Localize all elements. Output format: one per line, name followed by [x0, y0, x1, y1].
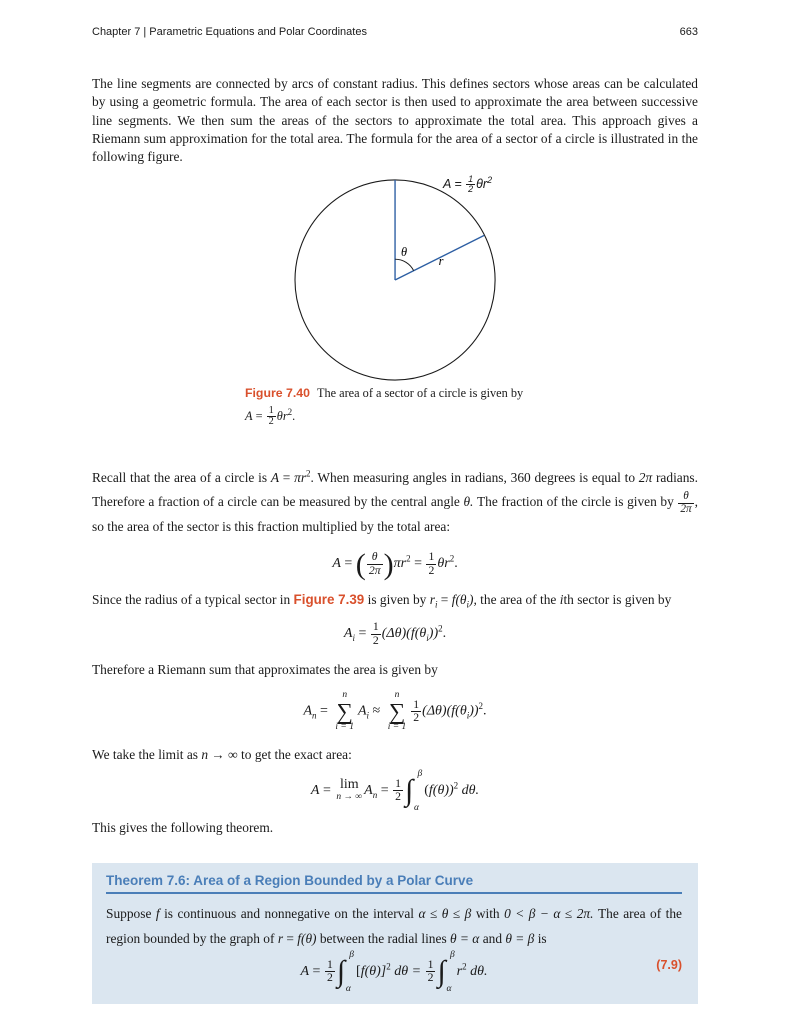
limit-operator: lim n → ∞ — [336, 777, 363, 803]
summation-symbol: n ∑ i = 1 — [387, 690, 407, 732]
page-header — [92, 27, 698, 38]
equation-sector-i-area: $A_i$ = $\frac{1}{2}$ $(\Delta\theta)(f(\theta_i))^2$. — [343, 620, 447, 647]
header-chapter-title: Chapter 7 | Parametric Equations and Polar Coordinates — [92, 26, 367, 38]
integral-symbol: ∫ β α — [437, 949, 455, 994]
theorem-title: Theorem 7.6: Area of a Region Bounded by a Polar Curve — [106, 873, 682, 894]
sector-area-formula-label: A = $\frac{1}{2}$ $\theta r^2$ — [443, 173, 493, 195]
paragraph-recall: Recall that the area of a circle is $A = \pi r^2$. When measuring angles in radians, 360 degrees is equal to 2π radians. Therefore a fraction of a circle can be measured by the central angle θ. The fraction of the circle is given by $\frac{\theta}{2\pi}$ , so the area of the sector is this fraction multiplied by the total area: — [92, 468, 698, 535]
theta-label: θ — [400, 245, 408, 260]
equation-area-limit: A = lim n → ∞ $A_n$ = $\frac{1}{2}$ ∫ β α $(f(\theta))^2$ dθ. — [310, 768, 480, 813]
integral-symbol: ∫ β α — [336, 949, 355, 994]
caption-text: The area of a sector of a circle is given by — [316, 385, 524, 400]
paragraph-since: Since the radius of a typical sector in Figure 7.39 is given by $r_i = f(\theta_i)$, the area of the ith sector is given by — [92, 591, 672, 610]
integral-symbol: ∫ β α — [405, 768, 423, 813]
equation-sector-area: A = ( $\frac{\theta}{2\pi}$ )$\pi r^2$ = $\frac{1}{2}$ $\theta r^2$. — [332, 547, 458, 582]
paragraph-intro: The line segments are connected by arcs of constant radius. This defines sectors whose areas can be calculated by using a geometric formula. The area of each sector is then used to approximate the area between successive line segments. We then sum the areas of the sectors to approximate the total area. This approach gives a Riemann sum approximation for the total area. The formula for the area of a sector of a circle is illustrated in the following figure. — [92, 76, 698, 165]
header-page-number: 663 — [679, 26, 698, 38]
equation-riemann-sum: $A_n$ = n ∑ i = 1 $A_i$ ≈ n ∑ i = 1 $\frac{1}{2}$ $(\Delta\theta)(f(\theta_i))^2$. — [303, 690, 487, 732]
paragraph-riemann-intro: Therefore a Riemann sum that approximates the area is given by — [92, 662, 438, 677]
theta-over-2pi-fraction: $\frac{\theta}{2\pi}$ — [680, 489, 692, 515]
paragraph-limit: We take the limit as n → ∞ to get the exact area: — [92, 747, 352, 763]
figure-ref-7-39: Figure 7.39 — [293, 591, 365, 607]
theorem-box — [92, 863, 698, 1004]
open-paren: ( — [355, 547, 366, 582]
theta-angle-arc — [395, 259, 414, 270]
theorem-equation: A = $\frac{1}{2}$ ∫ β α $[f(\theta)]^2$ dθ = $\frac{1}{2}$ ∫ β α $r^2$ dθ. — [300, 949, 488, 994]
radius-label: r — [438, 253, 444, 268]
fraction: $\frac{1}{2}$ — [468, 173, 474, 195]
theorem-body: Suppose f is continuous and nonnegative on the interval α ≤ θ ≤ β with 0 < β − α ≤ 2π. The area of the region bounded by the graph of r = f(θ) between the radial lines θ = α and θ = β is — [106, 905, 682, 946]
caption-equation: A = $\frac{1}{2}$ $\theta r^2$. — [245, 404, 296, 428]
close-paren: ) — [383, 547, 394, 582]
summation-symbol: n ∑ i = 1 — [335, 690, 354, 732]
figure-caption — [245, 385, 545, 429]
caption-figure-number: Figure 7.40 — [245, 385, 310, 400]
sector-figure-svg — [285, 174, 515, 384]
theorem-equation-row — [106, 949, 682, 994]
paragraph-gives-theorem: This gives the following theorem. — [92, 819, 274, 835]
equation-number: (7.9) — [656, 957, 682, 972]
figure-7-40 — [285, 174, 515, 384]
